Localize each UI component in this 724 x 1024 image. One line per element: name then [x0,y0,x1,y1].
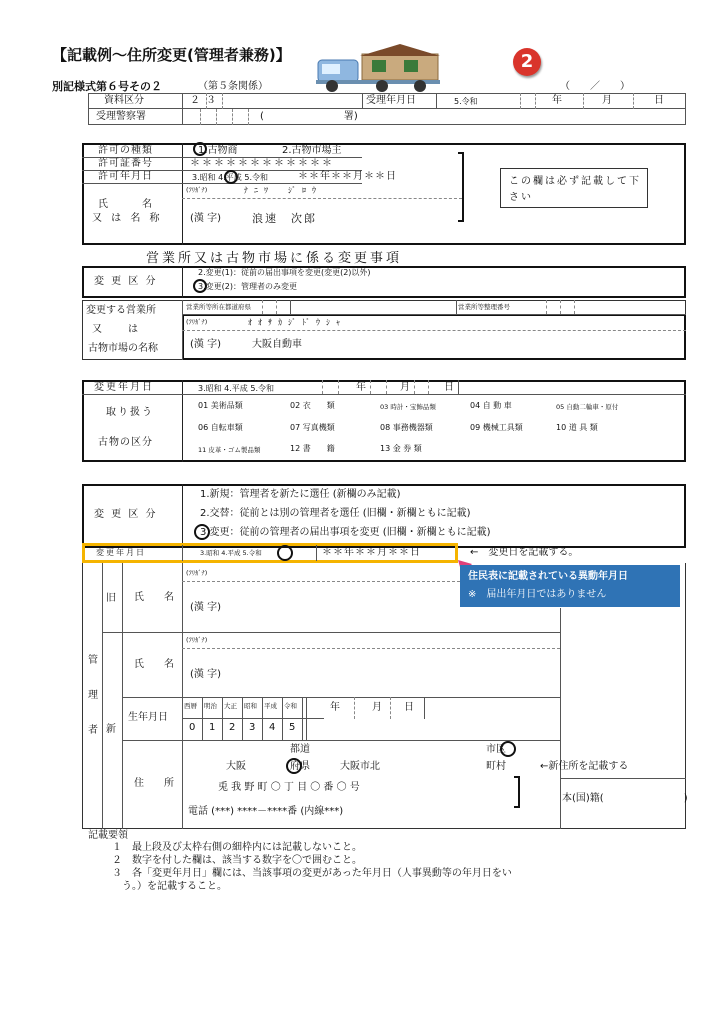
street-value: 兎 我 野 町 〇 丁 目 〇 番 〇 号 [218,782,360,793]
shiryo-label: 資料区分 [104,95,144,106]
page-title: 【記載例～住所変更(管理者兼務)】 [52,46,291,64]
new-furigana-label: (ﾌﾘｶﾞﾅ) [186,636,208,644]
change1-opt3: 3.変更(2)：管理者のみ変更 [198,282,297,291]
form-ref: （第５条関係） [198,81,268,92]
birth-era-number: 3 [249,722,256,733]
truck-wheel [326,80,338,92]
truck-window [372,60,386,72]
callout-line1: 住民表に記載されている異動年月日 [468,571,628,582]
keisatsu-label: 受理警察署 [96,111,146,122]
change2-month: 月 [400,382,410,393]
step-badge: 2 [513,48,541,76]
truck-wheel [414,80,426,92]
new-label: 新 [106,724,116,735]
license-kanji-label: (漢 字) [190,213,221,224]
birth-label: 生年月日 [128,712,168,723]
manager-date-value: ＊＊年＊＊月＊＊日 [322,547,421,558]
goods-item: 07 写真機類 [290,423,335,432]
manager-date-label: 変更年月日 [96,548,146,557]
office-label-2: 又 は [92,324,140,335]
goods-item: 11 皮革・ゴム製品類 [198,446,261,454]
change2-date-label: 変更年月日 [94,382,154,393]
birth-year: 年 [330,702,340,713]
note-item: う。）を記載すること。 [112,881,227,892]
bracket [458,152,464,222]
note-box [500,168,648,208]
old-label: 旧 [106,593,116,604]
birth-era: 西暦 [184,702,197,710]
old-kanji-label: (漢 字) [190,602,221,613]
change1-furigana-label: (ﾌﾘｶﾞﾅ) [186,318,208,326]
city-value: 大阪市北 [340,761,380,772]
change1-kanji-label: (漢 字) [190,339,221,350]
office-label-3: 古物市場の名称 [88,343,158,354]
goods-label-2: 古物の区分 [98,437,153,448]
birth-era: 大正 [224,702,237,710]
goods-item: 01 美術品類 [198,401,243,410]
callout-line2: ※ 届出年月日ではありません [468,589,607,600]
manager-side-2: 理 [88,690,98,701]
license-furigana-value: ﾅﾆﾜ ｼﾞﾛｳ [244,186,322,195]
birth-era-number: 4 [269,722,276,733]
license-name-label-1: 氏 名 [98,199,153,210]
birth-era-number: 0 [189,722,196,733]
office-num-label: 営業所等整理番号 [458,303,510,311]
birth-era-number: 2 [229,722,236,733]
license-kanji-value: 浪速 次郎 [252,212,317,225]
birth-era-number: 5 [289,722,296,733]
birth-era: 平成 [264,702,277,710]
phone: 電話 (***) ****－****番 (内線***) [188,806,344,817]
selected-circle [286,758,302,774]
selected-circle [500,741,516,757]
license-type-opt1: 1.古物商 [198,145,238,156]
goods-item: 06 自転車類 [198,423,243,432]
manager-kubun-label: 変 更 区 分 [94,509,158,520]
goods-item: 02 衣 類 [290,401,335,410]
change1-opt2: 2.変更(1)：従前の届出事項を変更(変更(2)以外) [198,268,371,277]
form-id: 別記様式第６号その２ [52,80,162,93]
birth-era: 昭和 [244,702,257,710]
birth-month: 月 [372,702,382,713]
note-text: この欄は必ず記載して下さい [509,176,641,203]
goods-item: 05 自動二輪車・原付 [556,403,619,411]
birth-era: 明治 [204,702,217,710]
fuken: 府県 [290,761,310,772]
goods-item: 04 自 動 車 [470,401,512,410]
truck-windshield [322,64,340,74]
truck-roof [360,44,440,56]
shiryo-value: ２３ [190,95,222,106]
manager-opt3: 3.変更：従前の管理者の届出事項を変更 (旧欄・新欄ともに記載) [200,527,491,538]
manager-opt2: 2.交替：従前とは別の管理者を選任 (旧欄・新欄ともに記載) [200,508,471,519]
note-item: ３ 各「変更年月日」欄には、当該事項の変更があった年月日（人事異動等の年月日をい [112,868,512,879]
manager-date-eras: 3.昭和 4.平成 5.令和 [200,549,262,557]
license-date-value: ＊＊年＊＊月＊＊日 [298,171,397,182]
manager-side-1: 管 [88,655,98,666]
birth-day: 日 [404,702,414,713]
juri-label: 受理年月日 [366,95,416,106]
todo: 都道 [290,744,310,755]
address-label: 住 所 [134,778,174,789]
license-type-opt2: 2.古物市場主 [282,145,342,156]
license-furigana-label: (ﾌﾘｶﾞﾅ) [186,186,208,194]
new-kanji-label: (漢 字) [190,669,221,680]
truck-illustration [312,44,442,96]
date-slots: （ ／ ） [560,81,630,92]
goods-item: 12 書 籍 [290,444,335,453]
goods-item: 09 機械工具類 [470,423,523,432]
shiku: 市区 [486,744,506,755]
selected-circle [277,545,293,561]
note-item: １ 最上段及び太枠右側の細枠内には記載しないこと。 [112,842,362,853]
truck-wheel [376,80,388,92]
pref-value: 大阪 [226,761,246,772]
change1-kubun-label: 変 更 区 分 [94,276,158,287]
goods-item: 08 事務機器類 [380,423,433,432]
change2-day: 日 [444,382,454,393]
juri-month: 月 [602,95,612,106]
old-name-label: 氏 名 [134,592,174,603]
change1-kanji-value: 大阪自動車 [252,339,302,350]
manager-opt1: 1.新規：管理者を新たに選任 (新欄のみ記載) [200,489,401,500]
juri-year: 年 [552,95,562,106]
office-label-1: 変更する営業所 [86,305,156,316]
truck-window [404,60,418,72]
keisatsu-value: ( 署) [260,111,358,122]
license-date-eras: 3.昭和 4.平成 5.令和 [192,173,268,182]
honseki: 本(国)籍( ) [562,793,688,804]
license-type-label: 許可の種類 [98,145,153,156]
notes-heading: 記載要領 [88,830,128,841]
address-note: ←新住所を記載する [540,761,629,772]
section-title: 営業所又は古物市場に係る変更事項 [146,251,403,266]
chouson: 町村 [486,761,506,772]
pref-label: 営業所等所在都道府県 [186,303,251,311]
new-name-label: 氏 名 [134,659,174,670]
change2-date-eras: 3.昭和 4.平成 5.令和 [198,384,274,393]
manager-side-3: 者 [88,725,98,736]
old-furigana-label: (ﾌﾘｶﾞﾅ) [186,569,208,577]
birth-era-number: 1 [209,722,216,733]
license-date-label: 許可年月日 [98,171,153,182]
juri-day: 日 [654,95,664,106]
license-name-label-2: 又 は 名 称 [92,213,163,224]
goods-item: 03 時計・宝飾品類 [380,403,436,411]
birth-era: 令和 [284,702,297,710]
selected-circle [224,170,238,184]
license-number-value: ＊＊＊＊＊＊＊＊＊＊＊＊ [190,158,334,169]
bracket [514,776,520,808]
change2-year: 年 [356,382,366,393]
goods-item: 13 金 券 類 [380,444,422,453]
goods-item: 10 道 具 類 [556,423,598,432]
goods-label-1: 取り扱う [106,407,154,418]
note-item: ２ 数字を付した欄は、該当する数字を〇で囲むこと。 [112,855,362,866]
license-number-label: 許可証番号 [98,158,153,169]
change1-kubun-box [82,266,686,298]
manager-date-note: ← 変更日を記載する。 [470,547,579,558]
change1-furigana-value: ｵｵｻｶｼﾞﾄﾞｳｼｬ [248,318,346,327]
juri-era: 5.令和 [454,97,478,106]
